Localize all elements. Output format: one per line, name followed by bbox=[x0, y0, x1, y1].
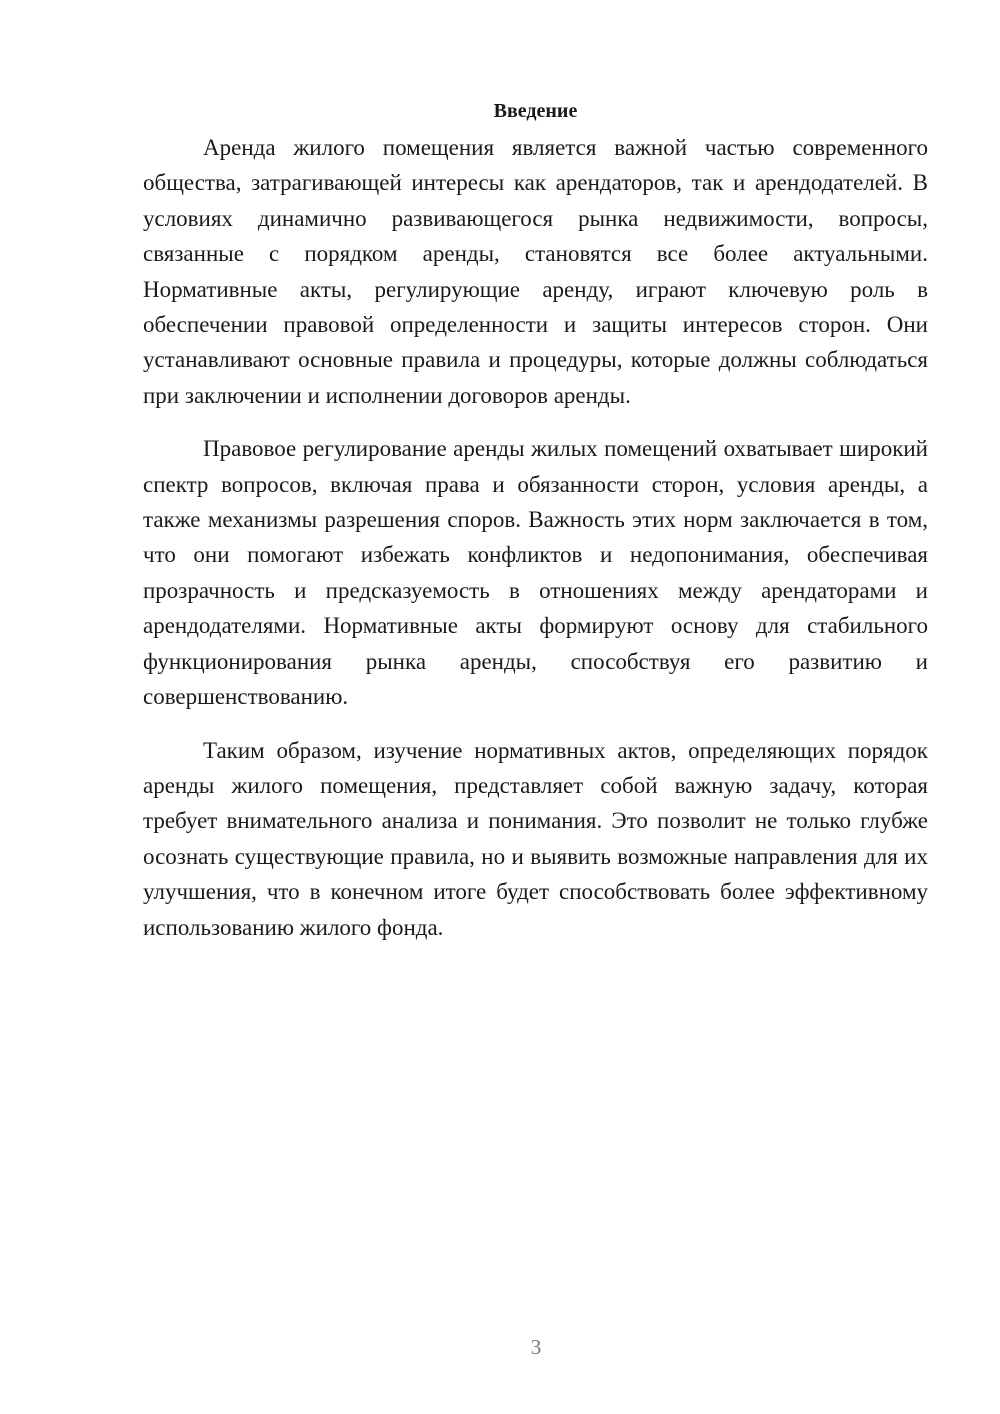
page-body bbox=[143, 96, 928, 945]
section-title: Введение bbox=[493, 100, 578, 122]
page-number: 3 bbox=[530, 1335, 542, 1359]
paragraph-1: Аренда жилого помещения является важной частью современного общества, затрагивающей интересы как арендаторов, так и арендодателей. В условиях динамично развивающегося рынка недвижимости, вопросы, связанные с порядком аренды, становятся все более актуальными. Нормативные акты, регулирующие аренду, играют ключевую роль в обеспечении правовой определенности и защиты интересов сторон. Они устанавливают основные правила и процедуры, которые должны соблюдаться при заключении и исполнении договоров аренды. bbox=[143, 135, 928, 408]
paragraph-2: Правовое регулирование аренды жилых помещений охватывает широкий спектр вопросов, включая права и обязанности сторон, условия аренды, а также механизмы разрешения споров. Важность этих норм заключается в том, что они помогают избежать конфликтов и недопонимания, обеспечивая прозрачность и предсказуемость в отношениях между арендаторами и арендодателями. Нормативные акты формируют основу для стабильного функционирования рынка аренды, способствуя его развитию и совершенствованию. bbox=[143, 436, 928, 710]
paragraph-3: Таким образом, изучение нормативных актов, определяющих порядок аренды жилого помещения, представляет собой важную задачу, которая требует внимательного анализа и понимания. Это позволит не только глубже осознать существующие правила, но и выявить возможные направления для их улучшения, что в конечном итоге будет способствовать более эффективному использованию жилого фонда. bbox=[143, 737, 928, 940]
